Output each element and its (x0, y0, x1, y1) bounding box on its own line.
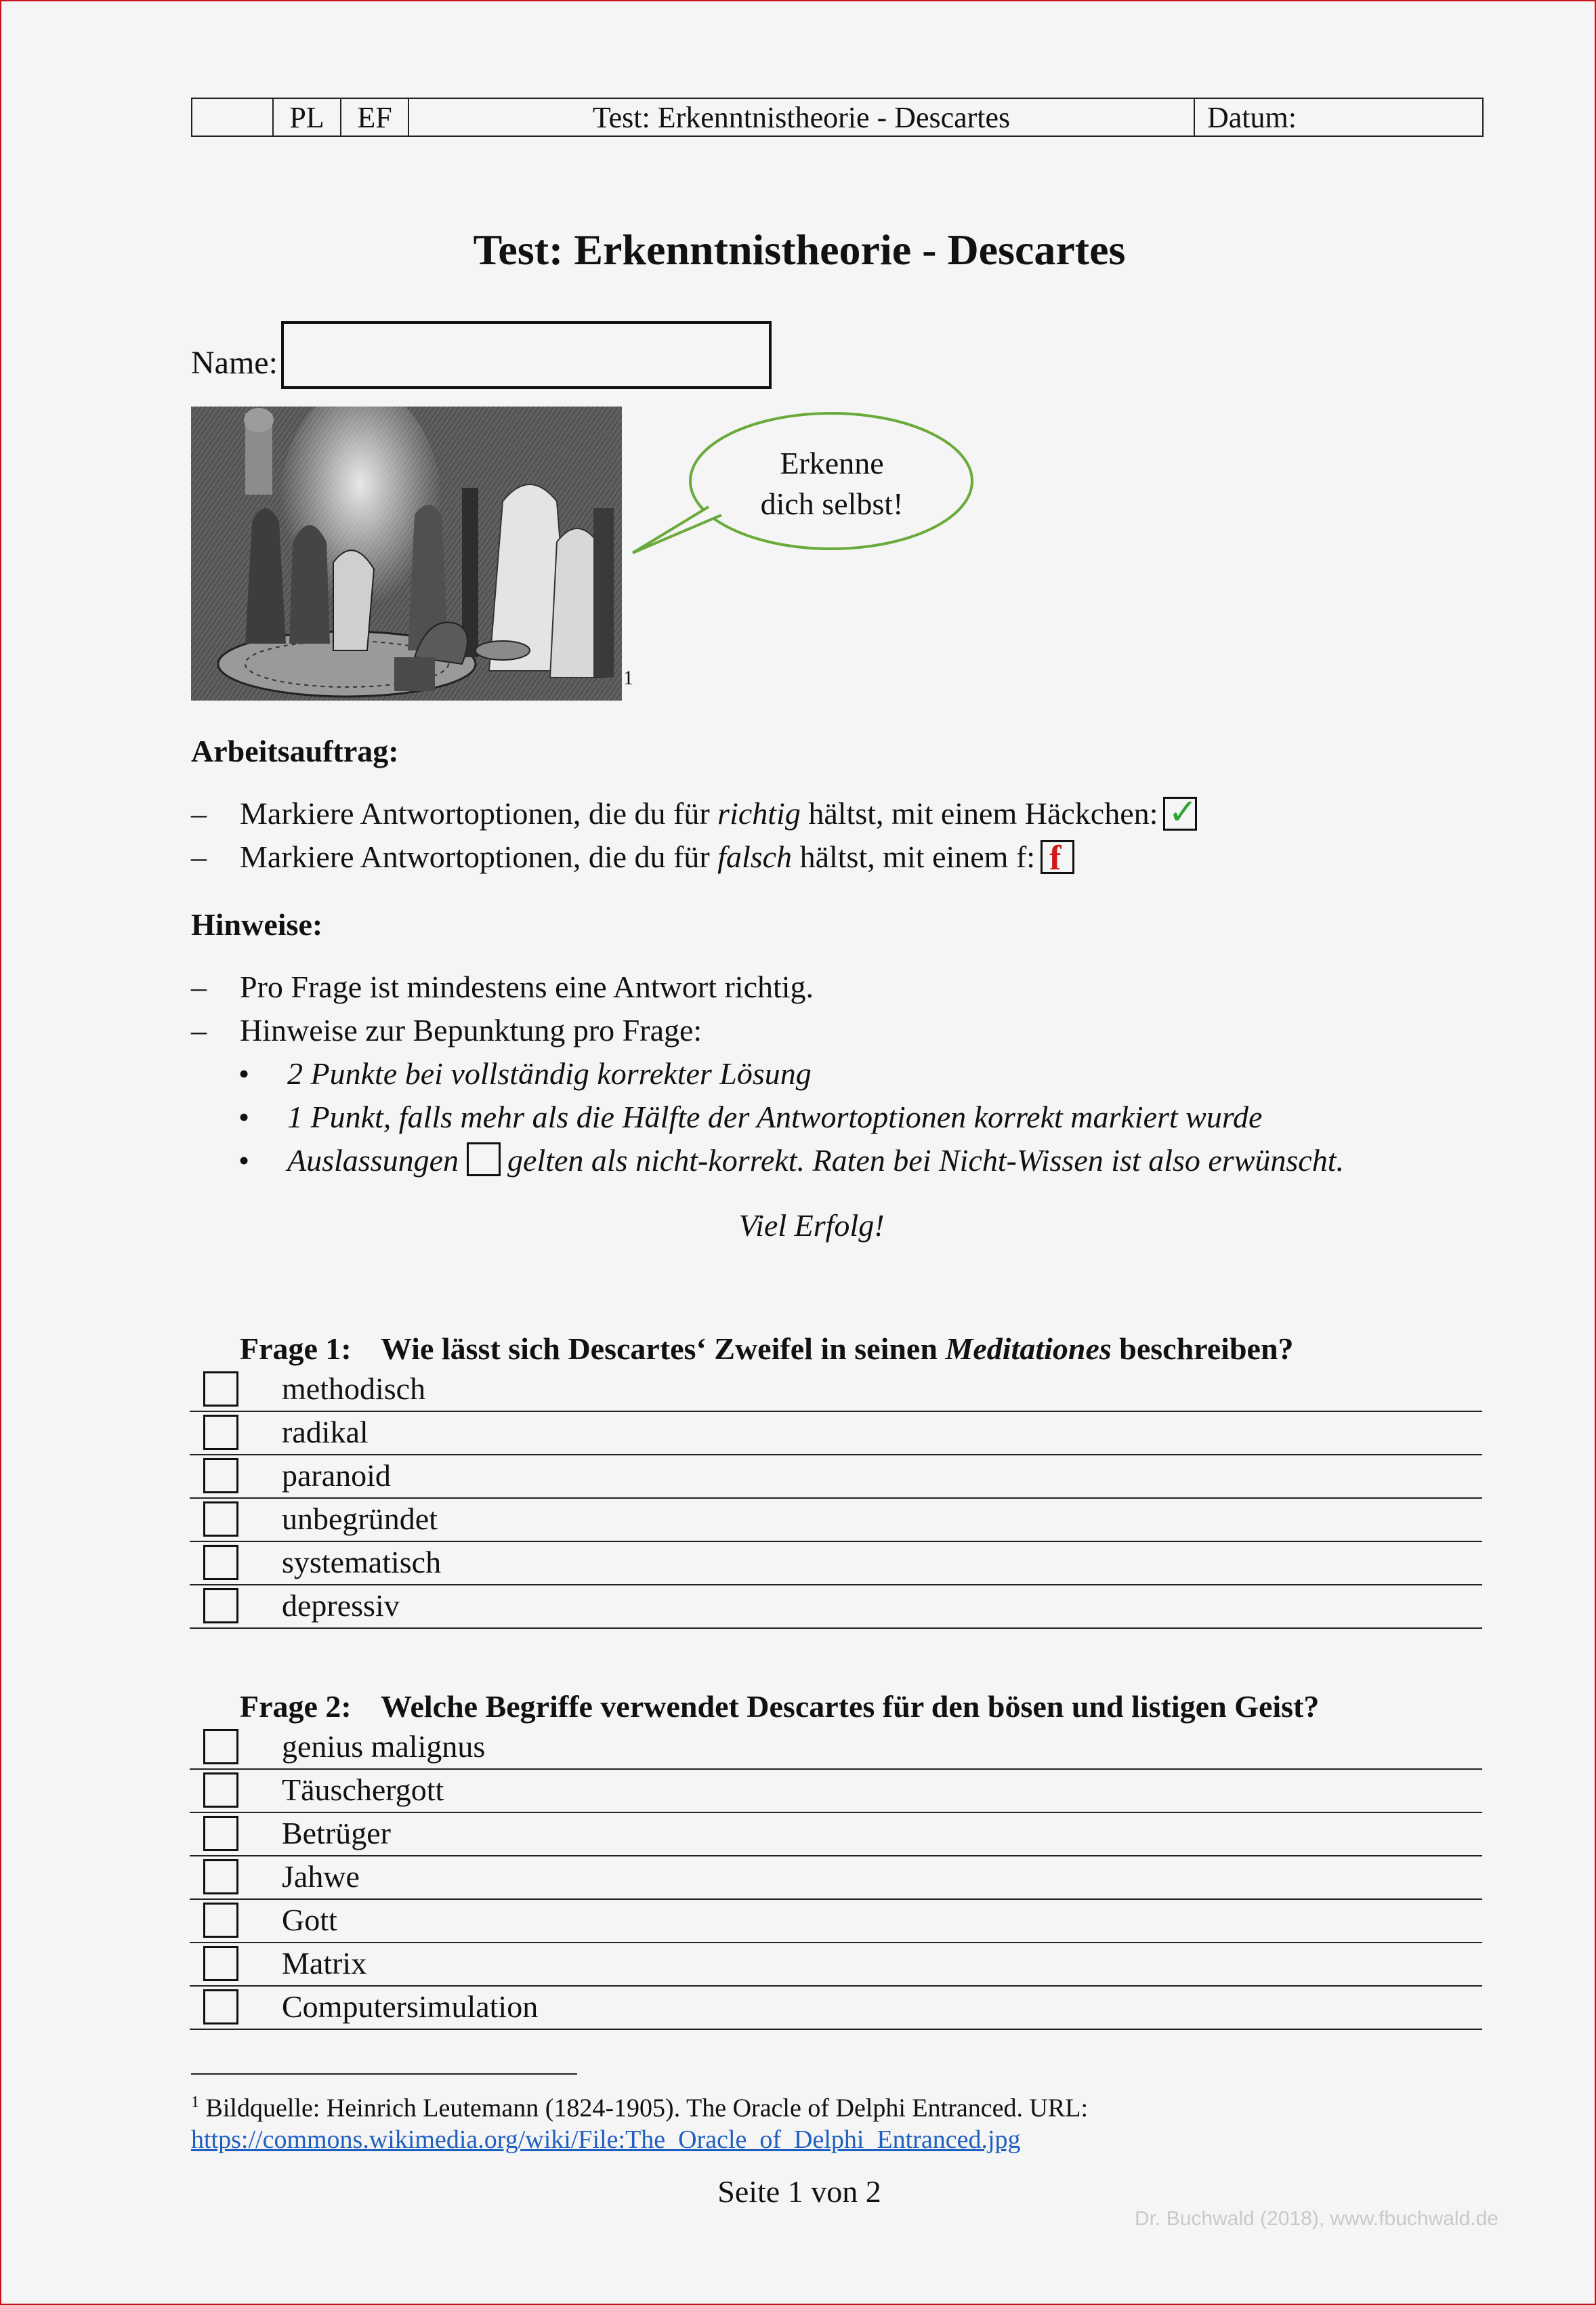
answer-option (190, 1987, 1482, 2030)
page-number: Seite 1 von 2 (717, 2174, 881, 2209)
checkbox-example-false (1041, 839, 1074, 878)
answer-option (190, 1943, 1482, 1987)
answer-option (190, 1900, 1482, 1943)
instruction-richtig-after: hältst, mit einem Häckchen: (800, 796, 1158, 831)
instruction-richtig-before: Markiere Antwortoptionen, die du für (240, 796, 718, 831)
speech-bubble-line-1: Erkenne (780, 446, 884, 480)
answer-label: Computersimulation (282, 1989, 539, 2024)
hinweis-1-text: Pro Frage ist mindestens eine Antwort richtig. (240, 970, 814, 1004)
header-table (191, 98, 1484, 137)
answer-label: radikal (282, 1415, 369, 1449)
answer-option (190, 1499, 1482, 1542)
instruction-falsch-em: falsch (717, 839, 793, 874)
answer-checkbox[interactable] (203, 1729, 238, 1764)
answer-option (190, 1369, 1482, 1412)
answer-checkbox[interactable] (203, 1415, 238, 1450)
answer-label: Matrix (282, 1946, 367, 1980)
image-footnote-mark: 1 (623, 667, 633, 689)
answer-label: unbegründet (282, 1501, 438, 1536)
instruction-falsch-after: hältst, mit einem f: (792, 839, 1036, 874)
instruction-falsch (191, 839, 1074, 877)
answer-option (190, 1856, 1482, 1900)
dash-marker: – (191, 970, 207, 1004)
question-2-text: Welche Begriffe verwendet Descartes für den bösen und listigen Geist? (381, 1689, 1320, 1724)
footnote-mark: 1 (191, 2094, 199, 2111)
answer-checkbox[interactable] (203, 1859, 238, 1894)
answer-checkbox[interactable] (203, 1501, 238, 1537)
question-2-options (190, 1726, 1482, 2030)
hinweis-2 (191, 1012, 702, 1048)
answer-option (190, 1542, 1482, 1585)
answer-option (190, 1770, 1482, 1813)
name-field[interactable] (281, 321, 772, 389)
scoring-bullet-1 (238, 1056, 812, 1092)
instruction-richtig (191, 792, 1198, 833)
question-1-heading (240, 1331, 1294, 1367)
checkmark-icon: ✓ (1168, 792, 1198, 833)
answer-checkbox[interactable] (203, 1816, 238, 1851)
bullet-dot-icon: • (238, 1100, 250, 1134)
footnote-divider (191, 2073, 577, 2075)
answer-checkbox[interactable] (203, 1545, 238, 1580)
header-cell-pl: PL (273, 98, 341, 136)
answer-checkbox[interactable] (203, 1772, 238, 1808)
answer-checkbox[interactable] (203, 1946, 238, 1981)
instruction-richtig-em: richtig (717, 796, 801, 831)
answer-label: paranoid (282, 1458, 391, 1493)
f-mark-icon: f (1049, 839, 1062, 878)
question-1-options (190, 1369, 1482, 1629)
arbeitsauftrag-heading: Arbeitsauftrag: (191, 734, 399, 768)
speech-bubble-text (690, 443, 974, 524)
header-cell-date: Datum: (1194, 98, 1483, 136)
hinweis-2-text: Hinweise zur Bepunktung pro Frage: (240, 1013, 702, 1047)
answer-option (190, 1585, 1482, 1629)
header-cell-empty (192, 98, 273, 136)
question-1-text-after: beschreiben? (1111, 1331, 1294, 1366)
header-cell-ef: EF (341, 98, 408, 136)
question-2-heading (240, 1688, 1319, 1724)
dash-marker: – (191, 796, 207, 831)
question-1-text-em: Meditationes (945, 1331, 1112, 1366)
footnote (191, 2087, 1088, 2155)
answer-label: depressiv (282, 1588, 400, 1623)
footnote-text: Bildquelle: Heinrich Leutemann (1824-1905). The Oracle of Delphi Entranced. URL: (199, 2094, 1089, 2123)
header-cell-title: Test: Erkenntnistheorie - Descartes (408, 98, 1194, 136)
answer-label: Jahwe (282, 1859, 360, 1894)
scoring-bullet-3-after: gelten als nicht-korrekt. Raten bei Nicht-Wissen ist also erwünscht. (507, 1143, 1344, 1178)
bullet-dot-icon: • (238, 1056, 250, 1091)
question-2-number: Frage 2: (240, 1689, 352, 1724)
name-label: Name: (191, 345, 278, 381)
answer-checkbox[interactable] (203, 1371, 238, 1407)
instruction-falsch-before: Markiere Antwortoptionen, die du für (240, 839, 718, 874)
answer-checkbox[interactable] (203, 1903, 238, 1938)
answer-checkbox[interactable] (203, 1989, 238, 2024)
hinweis-1 (191, 969, 814, 1005)
answer-label: genius malignus (282, 1729, 486, 1764)
footnote-link[interactable]: https://commons.wikimedia.org/wiki/File:The_Oracle_of_Delphi_Entranced.jpg (191, 2125, 1021, 2154)
question-1-number: Frage 1: (240, 1331, 352, 1366)
question-1-text-before: Wie lässt sich Descartes‘ Zweifel in seinen (381, 1331, 946, 1366)
answer-label: Gott (282, 1903, 337, 1937)
scoring-bullet-3-before: Auslassungen (287, 1143, 459, 1178)
hinweise-heading: Hinweise: (191, 907, 323, 942)
scoring-bullet-1-text: 2 Punkte bei vollständig korrekter Lösung (287, 1056, 812, 1091)
answer-label: systematisch (282, 1545, 442, 1579)
author-credit: Dr. Buchwald (2018), www.fbuchwald.de (1135, 2207, 1498, 2230)
dash-marker: – (191, 1013, 207, 1047)
page-title: Test: Erkenntnistheorie - Descartes (473, 226, 1126, 274)
oracle-engraving-image (191, 407, 622, 701)
answer-option (190, 1813, 1482, 1856)
answer-label: Betrüger (282, 1816, 391, 1850)
answer-option (190, 1726, 1482, 1770)
checkbox-example-empty (467, 1142, 501, 1176)
answer-checkbox[interactable] (203, 1588, 238, 1623)
answer-label: methodisch (282, 1371, 426, 1406)
viel-erfolg: Viel Erfolg! (738, 1208, 885, 1243)
answer-option (190, 1455, 1482, 1499)
dash-marker: – (191, 839, 207, 874)
scoring-bullet-2-text: 1 Punkt, falls mehr als die Hälfte der Antwortoptionen korrekt markiert wurde (287, 1100, 1263, 1134)
scoring-bullet-2 (238, 1099, 1262, 1135)
answer-label: Täuschergott (282, 1772, 444, 1807)
answer-checkbox[interactable] (203, 1458, 238, 1493)
bullet-dot-icon: • (238, 1143, 250, 1178)
speech-bubble-line-2: dich selbst! (760, 486, 904, 521)
answer-option (190, 1412, 1482, 1455)
scoring-bullet-3 (238, 1142, 1344, 1180)
checkbox-example-checked (1163, 792, 1198, 833)
